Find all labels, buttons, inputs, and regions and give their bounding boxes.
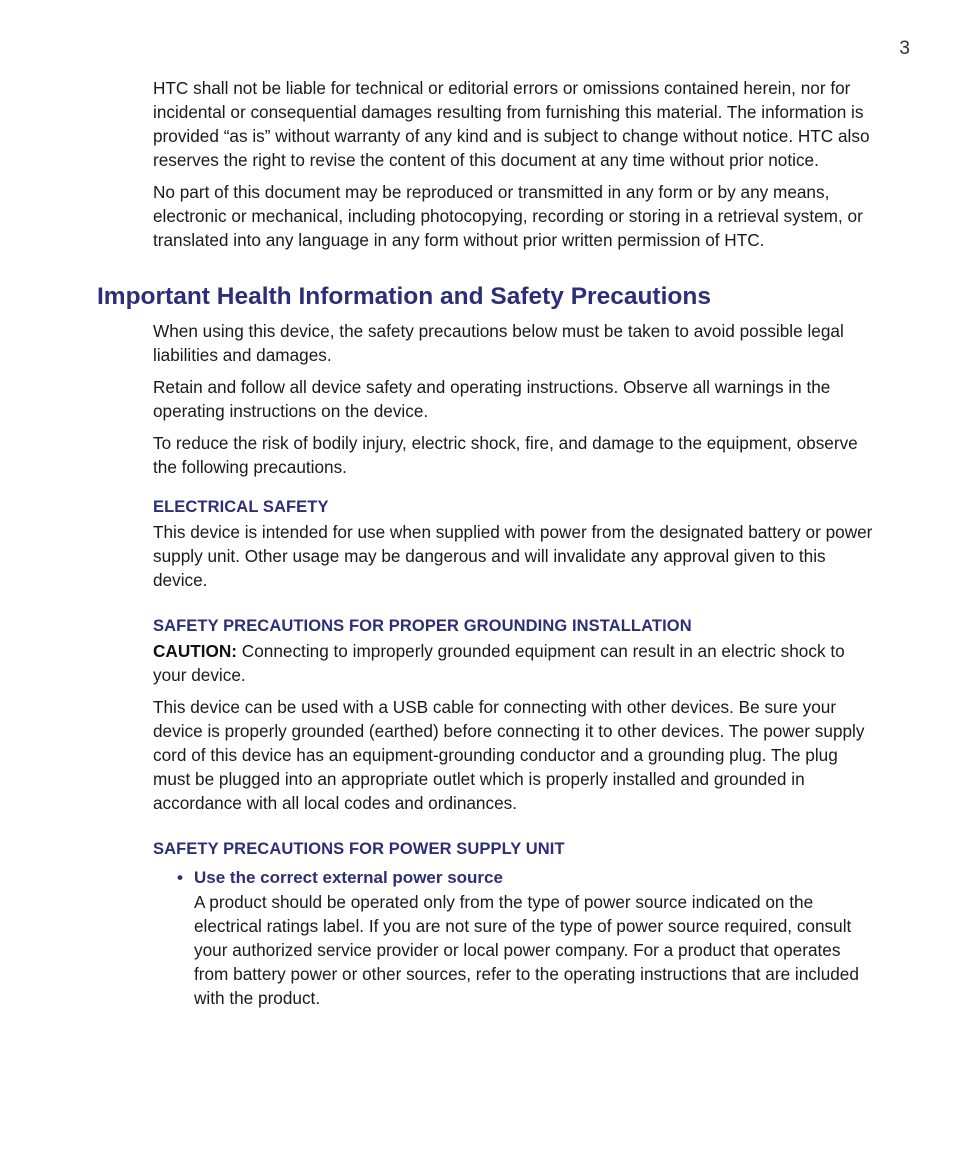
grounding-text: This device can be used with a USB cable for connecting with other devices. Be sure your device is properly grounded (earthed) before connecting it to other devices. The power supply cord of this device has an equipment-grounding conductor and a grounding plug. The plug must be plugged into an appropriate outlet which is properly installed and grounded in accordance with all local codes and ordinances. [153, 697, 865, 813]
power-supply-list [153, 866, 873, 1010]
bullet-heading: Use the correct external power source [194, 868, 503, 887]
caution-text: Connecting to improperly grounded equipment can result in an electric shock to your device. [153, 641, 845, 685]
health-instructions-paragraph: Retain and follow all device safety and operating instructions. Observe all warnings in the operating instructions on the device. [153, 377, 831, 421]
section-title: Important Health Information and Safety Precautions [97, 283, 711, 310]
bullet-icon: • [177, 868, 183, 887]
electrical-safety-text: This device is intended for use when supplied with power from the designated battery or power supply unit. Other usage may be dangerous and will invalidate any approval given to this device. [153, 522, 873, 590]
copyright-paragraph: No part of this document may be reproduced or transmitted in any form or by any means, electronic or mechanical, including photocopying, recording or storing in a retrieval system, or translated into any language in any form without prior written permission of HTC. [153, 182, 863, 250]
bullet-text: A product should be operated only from the type of power source indicated on the electrical ratings label. If you are not sure of the type of power source required, consult your authorized service provider or local power company. For a product that operates from battery power or other sources, refer to the operating instructions that are included with the product. [194, 892, 859, 1008]
power-supply-heading: SAFETY PRECAUTIONS FOR POWER SUPPLY UNIT [153, 840, 565, 858]
disclaimer-paragraph: HTC shall not be liable for technical or editorial errors or omissions contained herein, nor for incidental or consequential damages resulting from furnishing this material. The information is provided “as is” without warranty of any kind and is subject to change without notice. HTC also reserves the right to revise the content of this document at any time without prior notice. [153, 78, 870, 170]
grounding-heading: SAFETY PRECAUTIONS FOR PROPER GROUNDING INSTALLATION [153, 617, 692, 635]
page-number: 3 [899, 38, 910, 59]
electrical-safety-heading: ELECTRICAL SAFETY [153, 498, 329, 516]
caution-paragraph [153, 639, 873, 687]
list-item [153, 866, 873, 1010]
caution-label: CAUTION: [153, 641, 238, 661]
health-risk-paragraph: To reduce the risk of bodily injury, electric shock, fire, and damage to the equipment, observe the following precautions. [153, 433, 858, 477]
document-body [97, 76, 873, 1010]
health-intro-paragraph: When using this device, the safety precautions below must be taken to avoid possible legal liabilities and damages. [153, 321, 844, 365]
